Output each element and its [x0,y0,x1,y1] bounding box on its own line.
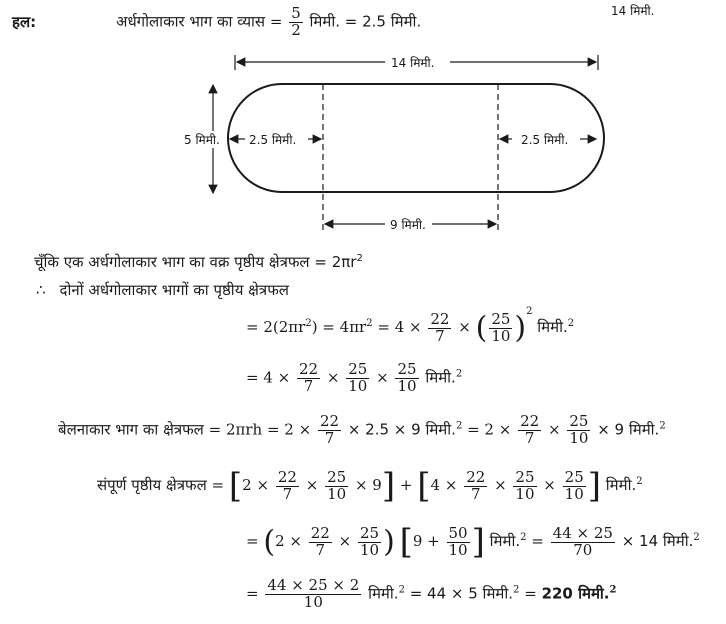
dim-total-length: 14 मिमी. [391,56,435,70]
hal-label: हल: [12,13,37,31]
equation-4: संपूर्ण पृष्ठीय क्षेत्रफल = [2 × $\frac{22}{7}$ × $\frac{25}{10}$ × 9] + [4 × $\frac{22}{7}$ × $\frac{25}{10}$ × $\frac{25}{10}$ ] मिमी.$^2$ [97,466,643,506]
equation-1: = $2(2\pi r^2) = 4\pi r^2 = 4$ × $\frac{22}{7}$ × ( $\frac{25}{10}$ )$^2$ मिमी.$^2$ [246,306,575,346]
equation-3: बेलनाकार भाग का क्षेत्रफल = 2πrh = 2 × $\frac{22}{7}$ × 2.5 × 9 मिमी.$^2$ = 2 × $\frac{22}{7}$ × $\frac{25}{10}$ × 9 मिमी.$^2$ [58,412,666,447]
diameter-value: मिमी. = 2.5 मिमी. [309,12,422,31]
equation-5: = (2 × $\frac{22}{7}$ × $\frac{25}{10}$ ) [9 + $\frac{50}{10}$ ] मिमी.$^2$ = $\frac{44 \times 25}{70}$ × 14 मिमी.$^2$ [246,522,700,562]
final-result: 220 मिमी. [541,584,610,603]
diameter-text: अर्धगोलाकार भाग का व्यास [116,12,266,31]
dim-left-cap: 2.5 मिमी. [249,133,297,147]
curved-area-statement: चूँकि एक अर्धगोलाकार भाग का वक्र पृष्ठीय क्षेत्रफल = $2\pi r^2$ [34,253,363,271]
capsule-diagram [0,0,726,250]
eq-sign: = [269,12,283,31]
both-hemispheres-statement: ∴ दोनों अर्धगोलाकार भागों का पृष्ठीय क्षेत्रफल [36,281,289,299]
corner-label: 14 मिमी. [611,4,655,18]
dim-middle: 9 मिमी. [390,218,426,232]
equation-6: = $\frac{44 \times 25 \times 2}{10}$ मिमी.$^2$ = 44 × 5 मिमी.$^2$ = 220 मिमी.$^2$ [246,576,617,611]
dim-height: 5 मिमी. [184,133,220,147]
equation-2: = 4 × $\frac{22}{7}$ × $\frac{25}{10}$ × $\frac{25}{10}$ मिमी.$^2$ [246,360,463,395]
dim-right-cap: 2.5 मिमी. [521,133,569,147]
fraction: $\frac{5}{2}$ [291,4,301,39]
